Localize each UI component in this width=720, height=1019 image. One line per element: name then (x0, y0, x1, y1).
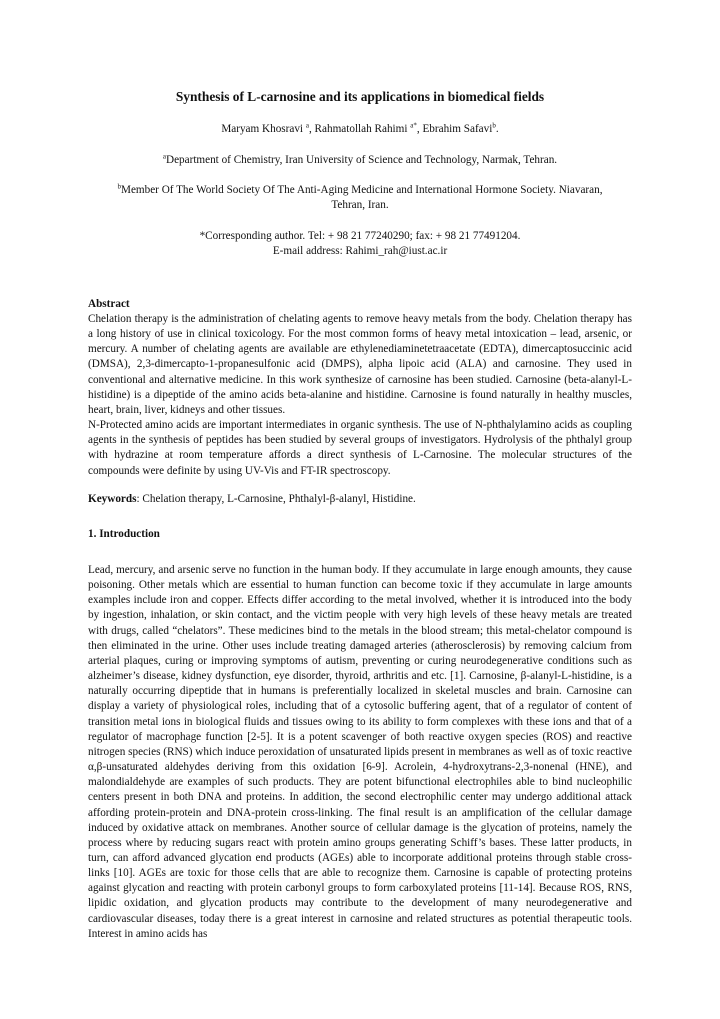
abstract-heading: Abstract (88, 298, 130, 310)
affiliation-mark: b (117, 182, 121, 191)
author-name: , Ebrahim Safavi (416, 123, 493, 135)
abstract-body (88, 312, 632, 479)
abstract-paragraph: N-Protected amino acids are important intermediates in organic synthesis. The use of N-phthalylamino acids as coupling agents in the synthesis of peptides has been studied by several groups of investigators. Hydrolysis of the phthalyl group with hydrazine at room temperature affords a direct synthesis of L-Carnosine. The molecular structures of the compounds were definite by using UV-Vis and FT-IR spectroscopy. (88, 419, 632, 477)
author-name: , Rahmatollah Rahimi (308, 123, 411, 135)
affiliation-mark: a (162, 152, 166, 161)
affiliation-b-continued: Tehran, Iran. (331, 199, 389, 211)
introduction-body (88, 563, 632, 942)
affiliation-text: Department of Chemistry, Iran University of Science and Technology, Narmak, Tehran. (165, 154, 558, 166)
author-line (88, 122, 632, 137)
author-affiliation-mark: a (305, 121, 309, 130)
affiliation-text: Member Of The World Society Of The Anti-Aging Medicine and International Hormone Society. Niavaran, (121, 184, 603, 196)
affiliation-b (88, 183, 632, 198)
keywords-text: : Chelation therapy, L-Carnosine, Phthalyl-β-alanyl, Histidine. (136, 493, 416, 505)
section-heading: 1. Introduction (88, 528, 160, 540)
author-name: Maryam Khosravi (221, 123, 306, 135)
author-affiliation-mark: a* (410, 121, 417, 130)
author-affiliation-mark: b (492, 121, 496, 130)
corresponding-email: E-mail address: Rahimi_rah@iust.ac.ir (272, 245, 448, 257)
paper-title: Synthesis of L-carnosine and its applications in biomedical fields (175, 89, 545, 104)
author-line-end: . (495, 123, 499, 135)
introduction-paragraph: Lead, mercury, and arsenic serve no function in the human body. If they accumulate in large enough amounts, they cause poisoning. Other metals which are essential to human function can become toxic if they accumulate in large amounts examples include iron and copper. Effects differ according to the metal involved, whether it is introduced into the body by ingestion, inhalation, or skin contact, and the victim people with very high levels of these heavy metals are treated with drugs, called “chelators”. These medicines bind to the metals in the blood stream; this metal-chelator compound is then eliminated in the urine. Other uses include treating damaged arteries (atherosclerosis) by removing calcium from arterial plaques, curing or improving symptoms of autism, preventing or curing neurodegenerative conditions such as alzheimer’s disease, kidney dysfunction, eye disorder, thyroid, arthritis and etc. [1]. Carnosine, β-alanyl-L-histidine, is a naturally occurring dipeptide that in humans is preferentially localized in skeletal muscles and brain. Carnosine can display a variety of physiological roles, including that of a cytosolic buffering agent, that of a regulator of content of transition metal ions in biological fluids and tissues owing to its ability to form complexes with these ions and that of a regulator of macrophage function [2-5]. It is a potent scavenger of both reactive oxygen species (ROS) and reactive nitrogen species (RNS) which induce peroxidation of unsaturated lipids present in membranes as well as of toxic reactive α,β-unsaturated aldehydes deriving from this oxidation [6-9]. Acrolein, 4-hydroxytrans-2,3-nonenal (HNE), and malondialdehyde are examples of such products. They are potent bifunctional electrophiles able to bind nucleophilic centers present in both DNA and proteins. In addition, the second electrophilic center may undergo additional attack affording protein-protein and DNA-protein cross-linking. The final result is an amplification of the cellular damage induced by oxidative attack on membranes. Another source of cellular damage is the glycation of proteins, namely the process where by reducing sugars react with protein amino groups generating Schiff’s bases. These latter products, in turn, can afford advanced glycation end products (AGEs) able to incorporate additional proteins through stable cross-links [10]. AGEs are toxic for those cells that are able to recognize them. Carnosine is capable of protecting proteins against glycation and reacting with protein carbonyl groups to form carboxylated proteins [11-14]. Because ROS, RNS, lipidic oxidation, and glycation products may contribute to the development of many neurodegenerative and cardiovascular diseases, today there is a great interest in carnosine and related structures as potential therapeutic tools. Interest in amino acids has (88, 564, 632, 940)
abstract-paragraph: Chelation therapy is the administration of chelating agents to remove heavy metals from the body. Chelation therapy has a long history of use in clinical toxicology. For the most common forms of heavy metal intoxication – lead, arsenic, or mercury. A number of chelating agents are available are ethylenediaminetetraacetate (EDTA), dimercaptosuccinic acid (DMSA), 2,3-dimercapto-1-propanesulfonic acid (DMPS), alpha lipoic acid (ALA) and carnosine. They used in conventional and alternative medicine. In this work synthesize of carnosine has been studied. Carnosine (beta-alanyl-L-histidine) is a dipeptide of the amino acids beta-alanine and histidine. Carnosine is found naturally in healthy muscles, heart, brain, liver, kidneys and other tissues. (88, 313, 632, 416)
keywords-line (88, 492, 632, 507)
corresponding-author: *Corresponding author. Tel: + 98 21 77240290; fax: + 98 21 77491204. (199, 230, 521, 242)
affiliation-a (88, 153, 632, 168)
keywords-label: Keywords (88, 493, 137, 505)
